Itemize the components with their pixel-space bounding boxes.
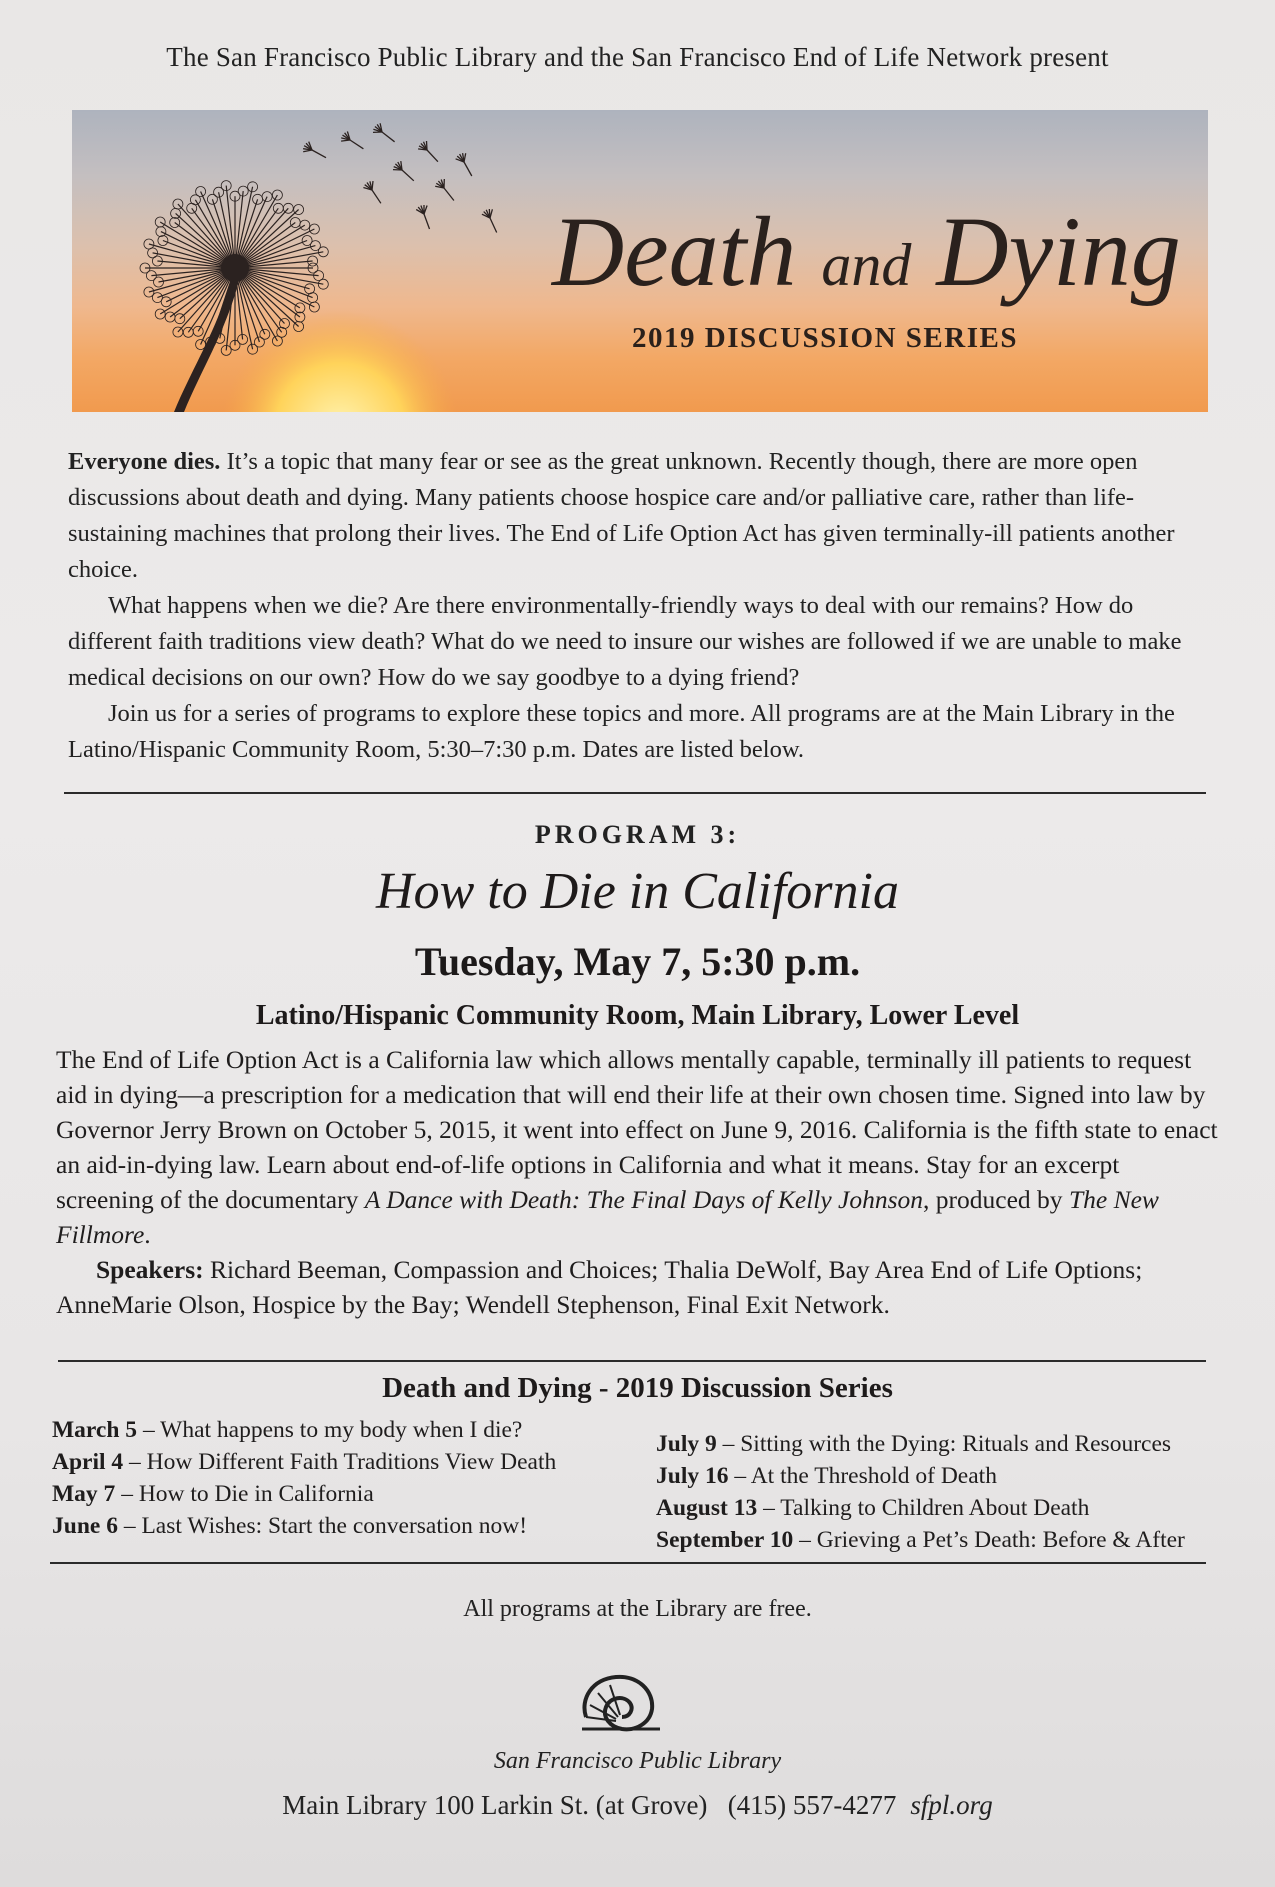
film-title: A Dance with Death: The Final Days of Kelly Johnson: [364, 1185, 924, 1214]
schedule-item: [656, 1524, 1185, 1556]
library-url[interactable]: sfpl.org: [910, 1790, 993, 1820]
library-contact: [0, 1790, 1275, 1821]
schedule-item: [656, 1492, 1185, 1524]
program-title: How to Die in California: [376, 863, 899, 920]
schedule-date: June 6: [52, 1513, 118, 1539]
intro-paragraph-2: What happens when we die? Are there environmentally-friendly ways to deal with our remains? How do different faith traditions view death? What do we need to insure our wishes are followed if we are unable to make medical decisions on our own? How do we say goodbye to a dying friend?: [68, 592, 1182, 691]
schedule-left-column: [52, 1414, 556, 1542]
schedule-date: March 5: [52, 1417, 138, 1443]
intro-paragraph-1-text: It’s a topic that many fear or see as the great unknown. Recently though, there are more open discussions about death and dying. Many patients choose hospice care and/or palliative care, rather than life-sustaining machines that prolong their lives. The End of Life Option Act has given terminally-ill patients another choice.: [68, 448, 1175, 583]
title-word-1: Death: [552, 196, 797, 307]
speakers-paragraph: [56, 1252, 1218, 1322]
library-address: Main Library 100 Larkin St. (at Grove): [282, 1790, 708, 1820]
intro-paragraph-1: [68, 444, 1208, 588]
program-description: [56, 1042, 1218, 1322]
schedule-topic: – How Different Faith Traditions View Death: [123, 1449, 557, 1475]
title-word-2: Dying: [936, 196, 1181, 307]
presenter-line: The San Francisco Public Library and the San Francisco End of Life Network present: [166, 42, 1109, 72]
schedule-item: [52, 1414, 556, 1446]
program-date: Tuesday, May 7, 5:30 p.m.: [414, 939, 861, 984]
program-location: Latino/Hispanic Community Room, Main Library, Lower Level: [255, 1000, 1020, 1031]
divider-rule: [58, 1360, 1206, 1362]
desc-text-2: , produced by: [923, 1185, 1069, 1214]
library-logo-icon: [576, 1671, 666, 1737]
schedule-item: [656, 1460, 1185, 1492]
intro-paragraph-3: Join us for a series of programs to explore these topics and more. All programs are at the Main Library in the Latino/Hispanic Community Room, 5:30–7:30 p.m. Dates are listed below.: [68, 700, 1175, 763]
schedule-date: May 7: [52, 1481, 116, 1507]
flying-seeds: [303, 123, 497, 232]
series-title: Death and Dying - 2019 Discussion Series: [382, 1372, 893, 1404]
schedule-topic: – What happens to my body when I die?: [137, 1417, 523, 1443]
schedule-topic: – Last Wishes: Start the conversation now!: [117, 1513, 528, 1539]
speakers-list: Richard Beeman, Compassion and Choices; Thalia DeWolf, Bay Area End of Life Options; AnneMarie Olson, Hospice by the Bay; Wendell Stephenson, Final Exit Network.: [56, 1255, 1143, 1319]
free-note: All programs at the Library are free.: [463, 1596, 812, 1622]
speakers-label: Speakers:: [96, 1255, 204, 1284]
schedule-right-column: [656, 1428, 1185, 1556]
intro-text: [68, 444, 1208, 768]
schedule-topic: – Talking to Children About Death: [757, 1495, 1090, 1521]
desc-text-3: .: [144, 1220, 151, 1249]
banner-title: [552, 196, 1181, 307]
program-number: PROGRAM 3:: [534, 820, 741, 849]
desc-text-1: The End of Life Option Act is a California law which allows mentally capable, terminally ill patients to request aid in dying—a prescription for a medication that will end their life at their own chosen time. Signed into law by Governor Jerry Brown on October 5, 2015, it went into effect on June 9, 2016. California is the fifth state to enact an aid-in-dying law. Learn about end-of-life options in California and what it means. Stay for an excerpt screening of the documentary: [56, 1045, 1218, 1214]
title-connector: and: [821, 232, 912, 298]
library-name: San Francisco Public Library: [493, 1748, 782, 1774]
schedule-topic: – At the Threshold of Death: [728, 1463, 997, 1489]
schedule-item: [52, 1510, 556, 1542]
schedule-topic: – Grieving a Pet’s Death: Before & After: [793, 1527, 1185, 1553]
library-phone: (415) 557-4277: [727, 1790, 897, 1820]
intro-lead: Everyone dies.: [68, 448, 221, 475]
schedule-date: July 9: [656, 1431, 717, 1457]
schedule-topic: – How to Die in California: [115, 1481, 374, 1507]
banner: [72, 110, 1208, 412]
schedule-date: July 16: [656, 1463, 729, 1489]
schedule-date: April 4: [52, 1449, 124, 1475]
schedule-item: [656, 1428, 1185, 1460]
schedule-date: September 10: [656, 1527, 794, 1553]
banner-subtitle: 2019 DISCUSSION SERIES: [632, 322, 1018, 354]
schedule-date: August 13: [656, 1495, 758, 1521]
program-description-paragraph: [56, 1042, 1218, 1252]
producer-name: The New Fillmore: [56, 1185, 1159, 1249]
divider-rule: [64, 792, 1206, 794]
schedule-topic: – Sitting with the Dying: Rituals and Resources: [716, 1431, 1172, 1457]
schedule-item: [52, 1446, 556, 1478]
schedule-item: [52, 1478, 556, 1510]
divider-rule: [50, 1562, 1206, 1564]
